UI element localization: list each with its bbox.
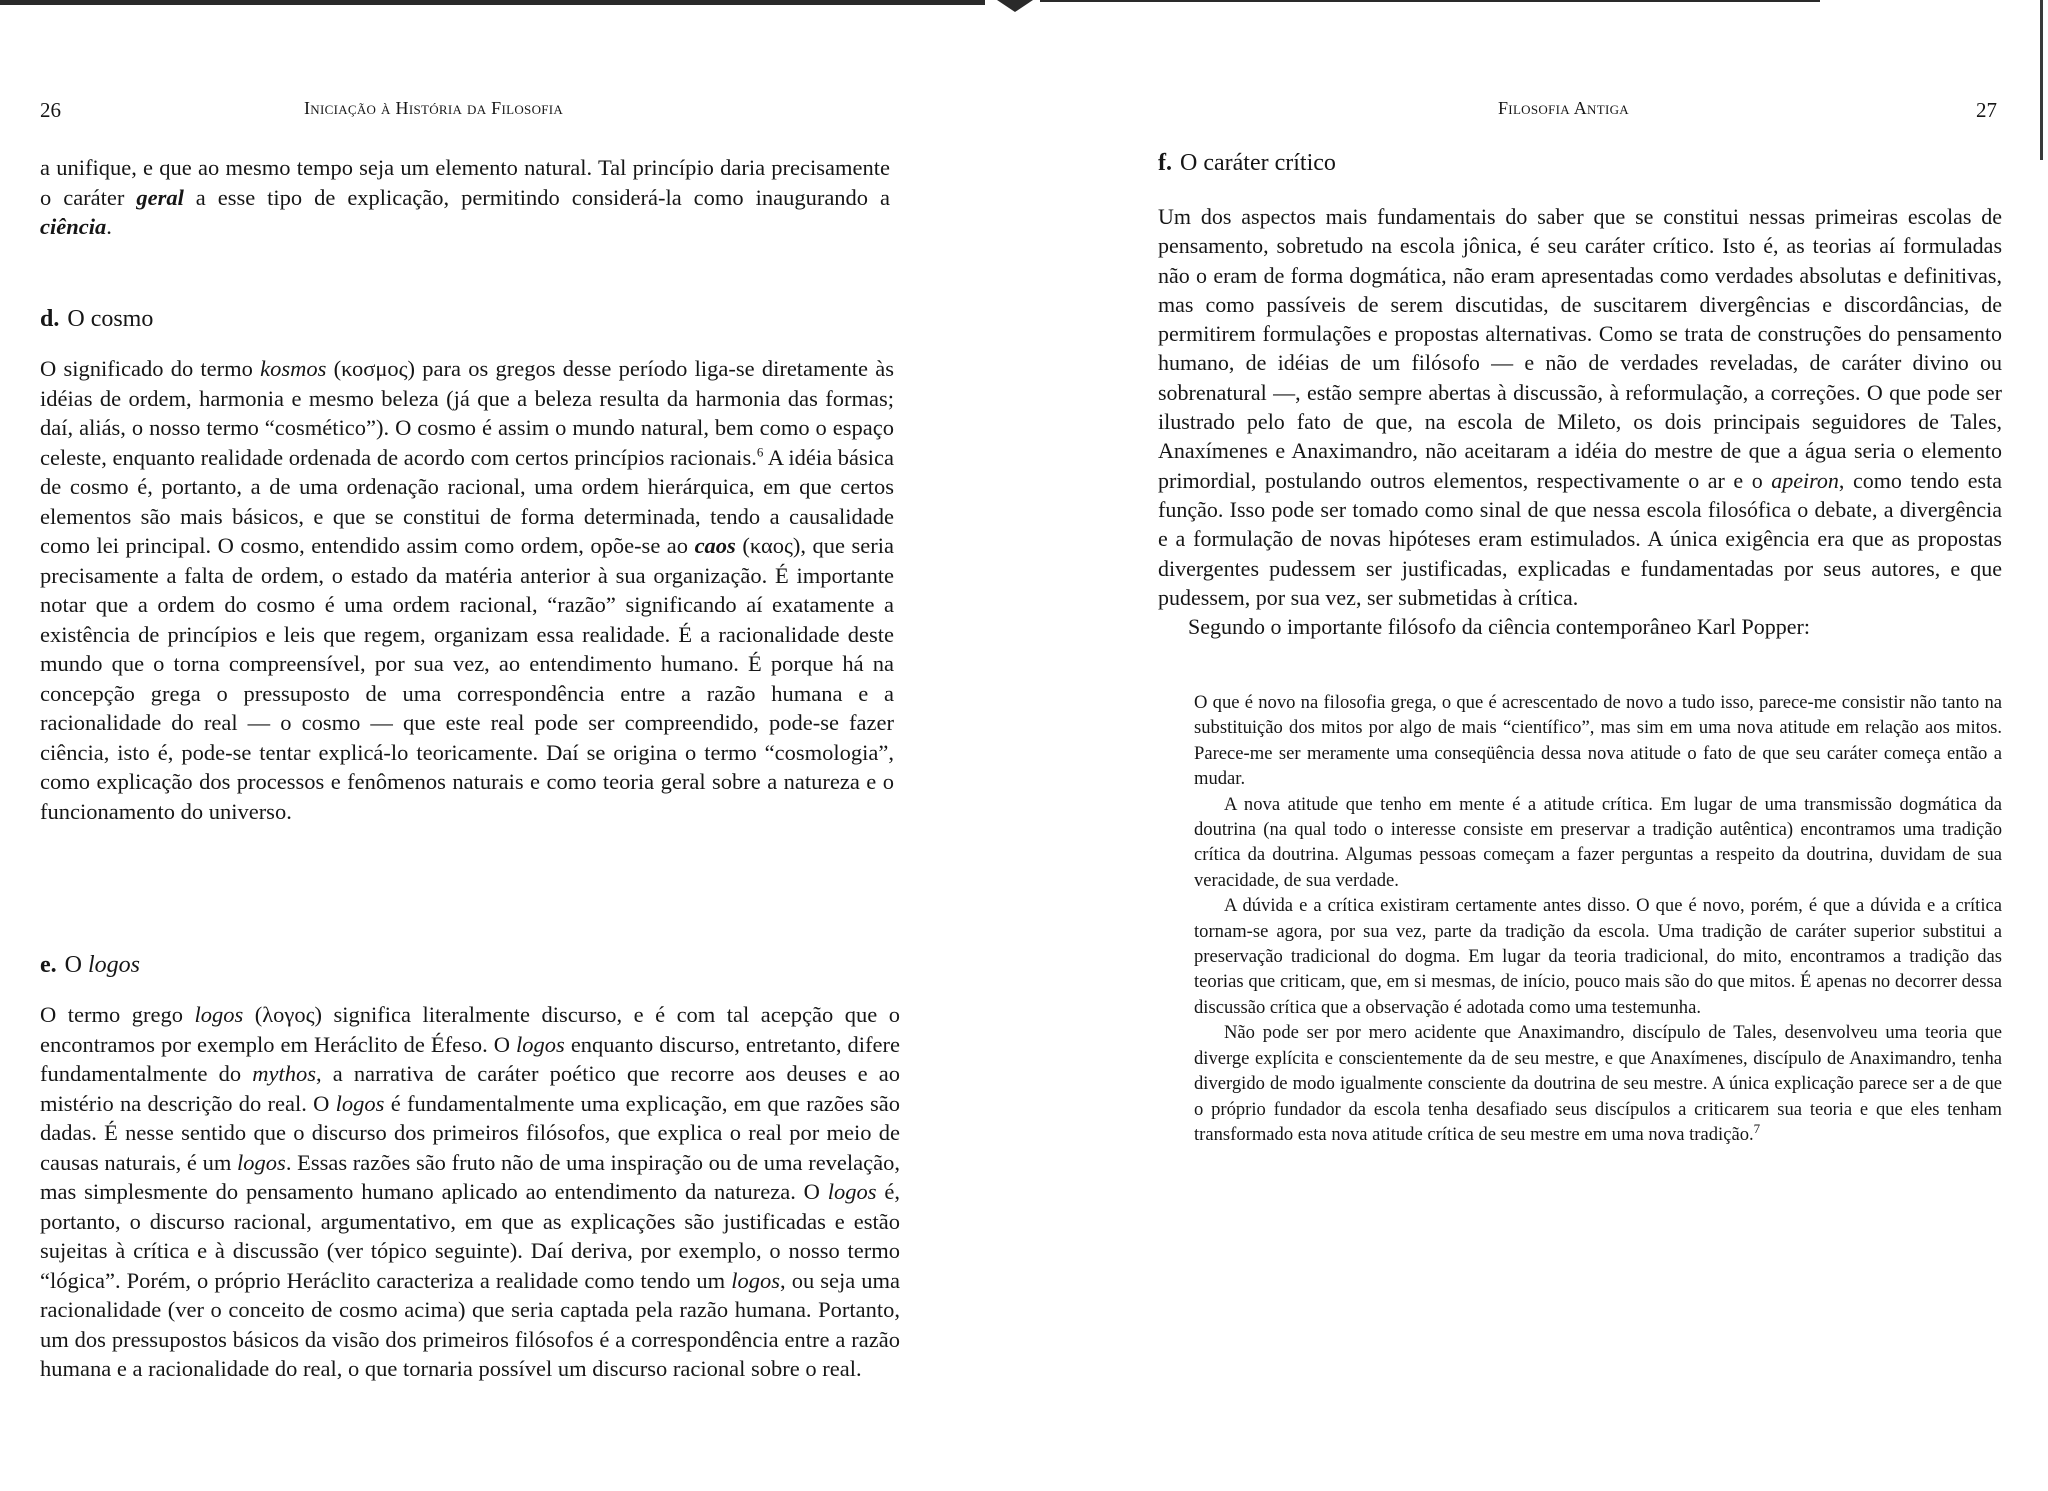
section-d-label: d. bbox=[40, 306, 60, 332]
scan-top-border-right bbox=[1040, 0, 1820, 2]
scan-top-border-left bbox=[0, 0, 985, 5]
scan-top-notch bbox=[997, 0, 1033, 12]
section-e-label: e. bbox=[40, 952, 57, 978]
left-page-number: 26 bbox=[40, 98, 61, 122]
section-f-heading bbox=[1158, 150, 1336, 177]
section-f-paragraphs: Um dos aspectos mais fundamentais do saber que se constitui nessas primeiras escolas de pensamento, sobretudo na escola jônica, é seu caráter crítico. Isto é, as teorias aí formuladas não o eram de forma dogmática, não eram apresentadas como verdades absolutas e definitivas, mas como passíveis de serem discutidas, de suscitarem divergências e discordâncias, de permitirem formulações e propostas alternativas. Como se trata de construções do pensamento humano, de idéias de um filósofo — e não de verdades reveladas, de caráter divino ou sobrenatural —, estão sempre abertas à discussão, à reformulação, a correções. O que pode ser ilustrado pelo fato de que, na escola de Mileto, os dois principais seguidores de Tales, Anaxímenes e Anaximandro, não aceitaram a idéia do mestre de que a água seria o elemento primordial, postulando outros elementos, respectivamente o ar e o apeiron, como tendo esta função. Isso pode ser tomado como sinal de que nessa escola filosófica o debate, a divergência e a formulação de novas hipóteses eram estimulados. A única exigência era que as propostas divergentes pudessem ser justificadas, explicadas e fundamentadas por seus autores, e que pudessem, por sua vez, ser submetidas à crítica. Segundo o importante filósofo da ciência contemporâneo Karl Popper: bbox=[1158, 202, 2002, 641]
right-running-head: Filosofia Antiga bbox=[1498, 98, 1629, 118]
section-f-label: f. bbox=[1158, 150, 1172, 176]
quote-paragraph-3: A dúvida e a crítica existiram certamente antes disso. O que é novo, porém, é que a dúvida e a crítica tornam-se agora, por sua vez, parte da tradição da escola. Uma tradição de caráter superior substitui a preservação tradicional do dogma. Em lugar da teoria tradicional, do mito, encontramos a tradição das teorias que criticam, que, em si mesmas, de início, pouco mais são do que mitos. É apenas no decorrer dessa discussão crítica que a observação é adotada como uma testemunha. bbox=[1194, 895, 2002, 1018]
footnote-ref-6: 6 bbox=[756, 444, 764, 459]
term-kosmos: kosmos bbox=[260, 356, 327, 381]
quote-paragraph-1: O que é novo na filosofia grega, o que é acrescentado de novo a tudo isso, parece-me consistir não tanto na substituição dos mitos por algo de mais “científico”, mas sim em uma nova atitude em relação aos mitos. Parece-me ser meramente uma conseqüência dessa nova atitude o fato de que seu caráter começa então a mudar. bbox=[1194, 692, 2002, 790]
section-e-title: logos bbox=[88, 952, 141, 978]
popper-intro: Segundo o importante filósofo da ciência contemporâneo Karl Popper: bbox=[1188, 614, 1810, 640]
emphasis-geral: geral bbox=[136, 184, 184, 210]
section-f-title: O caráter crítico bbox=[1180, 150, 1336, 176]
quote-paragraph-4: Não pode ser por mero acidente que Anaximandro, discípulo de Tales, desenvolveu uma teoria que diverge explícita e conscientemente da de seu mestre, e que Anaxímenes, discípulo de Anaximandro, tenha divergido de modo igualmente consciente da doutrina de seu mestre. A única explicação parece ser a de que o próprio fundador da escola tenha desafiado seus discípulos a criticarem sua teoria e que eles tenham transformado esta nova atitude crítica de seu mestre em uma nova tradição.$^7$ bbox=[1194, 1022, 2002, 1145]
right-page-number: 27 bbox=[1976, 98, 1997, 122]
section-e-heading: e. O logos bbox=[40, 952, 141, 978]
footnote-ref-7: 7 bbox=[1753, 1120, 1761, 1136]
intro-paragraph: a unifique, e que ao mesmo tempo seja um elemento natural. Tal princípio daria precisamente o caráter geral a esse tipo de explicação, permitindo considerá-la como inaugurando a ciência. bbox=[40, 155, 890, 239]
term-apeiron: apeiron bbox=[1771, 467, 1839, 493]
section-d-paragraph: O significado do termo kosmos (κοσμος) para os gregos desse período liga-se diretamente às idéias de ordem, harmonia e mesmo beleza (já que a beleza resulta da harmonia das formas; daí, aliás, o nosso termo “cosmético”). O cosmo é assim o mundo natural, bem como o espaço celeste, enquanto realidade ordenada de acordo com certos princípios racionais.$^6$ A idéia básica de cosmo é, portanto, a de uma ordenação racional, uma ordem hierárquica, em que certos elementos são mais básicos, e que se constitui de forma determinada, tendo a causalidade como lei principal. O cosmo, entendido assim como ordem, opõe-se ao caos (καος), que seria precisamente a falta de ordem, o estado da matéria anterior à sua organização. É importante notar que a ordem do cosmo é uma ordem racional, “razão” significando aí exatamente a existência de princípios e leis que regem, organizam essa realidade. É a racionalidade deste mundo que o torna compreensível, por sua vez, ao entendimento humano. É porque há na concepção grega o pressuposto de uma correspondência entre a razão humana e a racionalidade do real — o cosmo — que este real pode ser compreendido, pode-se fazer ciência, isto é, pode-se tentar explicá-lo teoricamente. Daí se origina o termo “cosmologia”, como explicação dos processos e fenômenos naturais e como teoria geral sobre a natureza e o funcionamento do universo. bbox=[40, 356, 894, 824]
popper-quote bbox=[1194, 690, 2002, 1147]
section-d-heading bbox=[40, 306, 153, 333]
section-e-paragraph: O termo grego logos (λογος) significa literalmente discurso, e é com tal acepção que o encontramos por exemplo em Heráclito de Éfeso. O logos enquanto discurso, entretanto, difere fundamentalmente do mythos, a narrativa de caráter poético que recorre aos deuses e ao mistério na descrição do real. O logos é fundamentalmente uma explicação, em que razões são dadas. É nesse sentido que o discurso dos primeiros filósofos, que explica o real por meio de causas naturais, é um logos. Essas razões são fruto não de uma inspiração ou de uma revelação, mas simplesmente do pensamento humano aplicado ao entendimento da natureza. O logos é, portanto, o discurso racional, argumentativo, em que as explicações são justificadas e estão sujeitas à crítica e à discussão (ver tópico seguinte). Daí deriva, por exemplo, o nosso termo “lógica”. Porém, o próprio Heráclito caracteriza a realidade como tendo um logos, ou seja uma racionalidade (ver o conceito de cosmo acima) que seria captada pela razão humana. Portanto, um dos pressupostos básicos da visão dos primeiros filósofos é a correspondência entre a razão humana e a racionalidade do real, o que tornaria possível um discurso racional sobre o real. bbox=[40, 1002, 901, 1381]
term-caos: caos bbox=[694, 533, 736, 558]
section-d-title: O cosmo bbox=[67, 306, 154, 332]
emphasis-ciencia: ciência bbox=[40, 214, 107, 239]
scan-right-edge bbox=[2040, 0, 2043, 160]
quote-paragraph-2: A nova atitude que tenho em mente é a atitude crítica. Em lugar de uma transmissão dogmática da doutrina (na qual todo o interesse consiste em preservar a tradição autêntica) encontramos uma tradição crítica da doutrina. Algumas pessoas começam a fazer perguntas a respeito da doutrina, duvidam de sua veracidade, de sua verdade. bbox=[1194, 793, 2002, 891]
left-running-head: Iniciação à História da Filosofia bbox=[304, 98, 564, 118]
